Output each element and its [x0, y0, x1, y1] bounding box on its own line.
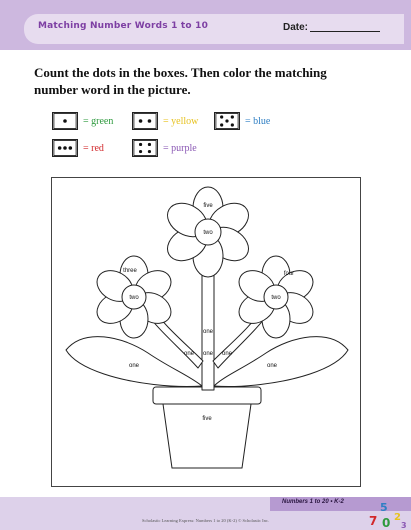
- series-label: Numbers 1 to 20 • K-2: [282, 499, 344, 505]
- svg-text:3: 3: [401, 521, 407, 530]
- legend-label: = red: [83, 142, 104, 154]
- word-right-disk: two: [271, 295, 281, 301]
- word-top-petal: five: [203, 203, 213, 209]
- word-pot: five: [202, 416, 212, 422]
- svg-text:2: 2: [394, 512, 401, 523]
- legend-label: = blue: [245, 115, 271, 127]
- legend-label: = green: [83, 115, 114, 127]
- legend-item-yellow: [132, 110, 198, 132]
- word-left-disk: two: [129, 295, 139, 301]
- legend-item-red: [52, 137, 104, 159]
- word-stem-lower: one: [202, 351, 214, 357]
- dice-three-dots-icon: [52, 139, 78, 157]
- numbers-logo-icon: [366, 494, 410, 530]
- dice-five-dots-icon: [214, 112, 240, 130]
- legend-label: = purple: [163, 142, 197, 154]
- word-left-leaf: one: [128, 363, 140, 369]
- svg-text:5: 5: [380, 501, 388, 514]
- word-left-petal: three: [123, 268, 137, 274]
- flower-pot-drawing: [52, 178, 362, 488]
- word-right-leaf: one: [266, 363, 278, 369]
- legend-item-purple: [132, 137, 197, 159]
- worksheet-title: Matching Number Words 1 to 10: [38, 21, 209, 31]
- legend-item-blue: [214, 110, 270, 132]
- dice-four-dots-icon: [132, 139, 158, 157]
- word-right-petal: four: [283, 271, 295, 277]
- word-stem-left: one: [183, 351, 195, 357]
- date-write-line[interactable]: [310, 31, 380, 32]
- svg-text:0: 0: [382, 516, 391, 530]
- word-stem-center: one: [202, 329, 214, 335]
- copyright-text: Scholastic Learning Express: Numbers 1 to 20 (K-2) © Scholastic Inc.: [141, 518, 269, 523]
- word-top-disk: two: [203, 230, 213, 236]
- svg-text:7: 7: [369, 514, 378, 528]
- instructions: Count the dots in the boxes. Then color the matching number word in the picture.: [34, 65, 327, 97]
- dice-two-dots-icon: [132, 112, 158, 130]
- pot-body[interactable]: [163, 404, 251, 468]
- legend-item-green: [52, 110, 113, 132]
- coloring-picture-frame: [51, 177, 361, 487]
- dice-one-dot-icon: [52, 112, 78, 130]
- date-label: Date:: [283, 22, 309, 33]
- word-stem-right: one: [221, 351, 233, 357]
- legend-label: = yellow: [163, 115, 199, 127]
